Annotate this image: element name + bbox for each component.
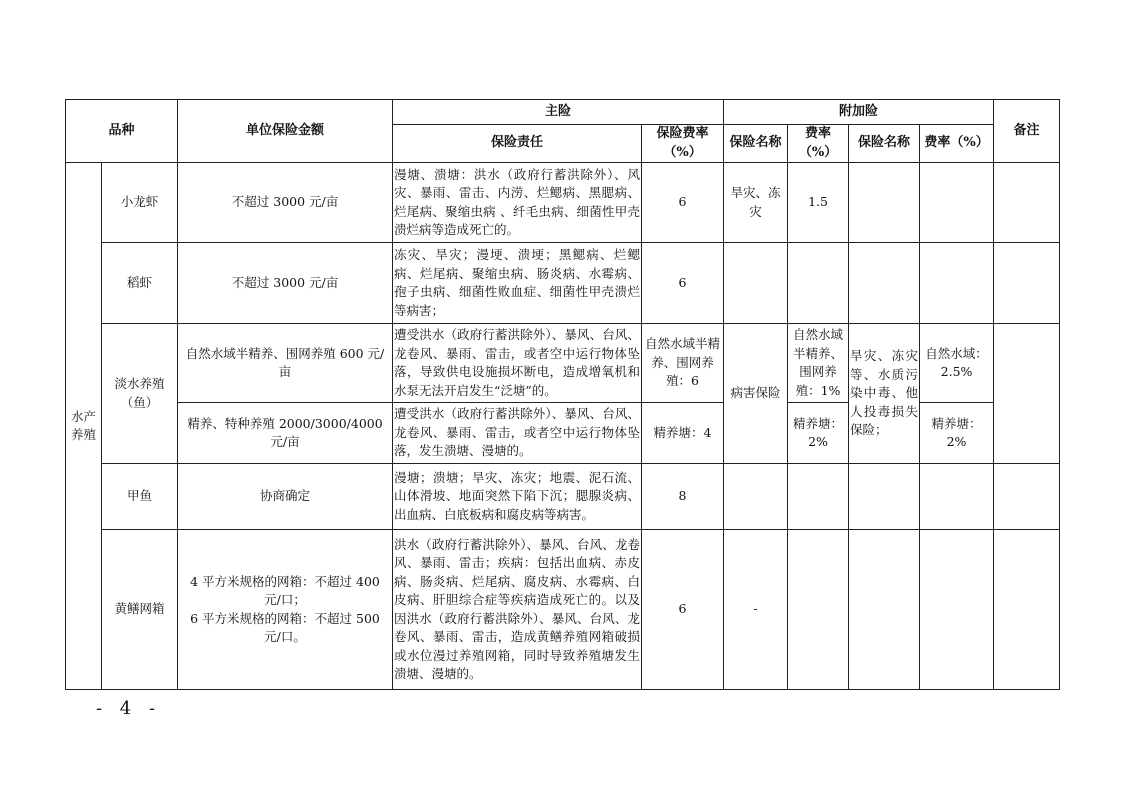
- variety-cell: 黄鳝网箱: [102, 530, 178, 690]
- remarks-cell: [994, 163, 1060, 243]
- additional-rate-2-cell: 精养塘：2%: [920, 403, 994, 464]
- additional-rate-cell: [788, 530, 849, 690]
- table-row: [66, 464, 1060, 530]
- additional-rate-2-cell: [920, 530, 994, 690]
- additional-name-cell: 病害保险: [724, 324, 788, 464]
- additional-name-2-cell: [849, 243, 920, 324]
- amount-cell: 协商确定: [178, 464, 393, 530]
- header-additional-insurance: 附加险: [724, 100, 994, 125]
- additional-name-cell: 旱灾、冻灾: [724, 163, 788, 243]
- additional-name-cell: -: [724, 530, 788, 690]
- premium-rate-cell: 6: [642, 163, 724, 243]
- remarks-cell: [994, 324, 1060, 464]
- additional-rate-cell: [788, 243, 849, 324]
- additional-name-2-cell: [849, 163, 920, 243]
- header-remarks: 备注: [994, 100, 1060, 163]
- coverage-cell: 遭受洪水（政府行蓄洪除外）、暴风、台风、龙卷风、暴雨、雷击，或者空中运行物体坠落，导致供电设施损坏断电，造成增氧机和水泵无法开启发生“泛塘”的。: [393, 324, 642, 403]
- variety-cell: 甲鱼: [102, 464, 178, 530]
- coverage-cell: 漫塘、溃塘：洪水（政府行蓄洪除外）、风灾、暴雨、雷击、内涝、烂鳃病、黑腮病、烂尾病、聚缩虫病 、纤毛虫病、细菌性甲壳溃烂病等造成死亡的。: [393, 163, 642, 243]
- additional-rate-cell: [788, 464, 849, 530]
- table-row: [66, 324, 1060, 403]
- premium-rate-cell: 8: [642, 464, 724, 530]
- additional-rate-2-cell: [920, 243, 994, 324]
- variety-cell: 小龙虾: [102, 163, 178, 243]
- header-premium-rate: 保险费率（%）: [642, 125, 724, 163]
- additional-rate-cell: 1.5: [788, 163, 849, 243]
- premium-rate-cell: 6: [642, 243, 724, 324]
- table-row: [66, 530, 1060, 690]
- additional-rate-2-cell: [920, 464, 994, 530]
- coverage-cell: 洪水（政府行蓄洪除外）、暴风、台风、龙卷风、暴雨、雷击；疾病：包括出血病、赤皮病、肠炎病、烂尾病、腐皮病、水霉病、白皮病、肝胆综合症等疾病造成死亡的。以及因洪水（政府行蓄洪除外）、暴风、台风、龙卷风、暴雨、雷击，造成黄鳝养殖网箱破损或水位漫过养殖网箱，同时导致养殖塘发生溃塘、漫塘的。: [393, 530, 642, 690]
- additional-name-cell: [724, 243, 788, 324]
- header-rate-2: 费率（%）: [920, 125, 994, 163]
- coverage-cell: 遭受洪水（政府行蓄洪除外）、暴风、台风、龙卷风、暴雨、雷击，或者空中运行物体坠落，发生溃塘、漫塘的。: [393, 403, 642, 464]
- header-variety: 品种: [66, 100, 178, 163]
- remarks-cell: [994, 530, 1060, 690]
- amount-cell: [178, 530, 393, 690]
- header-insurance-name-2: 保险名称: [849, 125, 920, 163]
- header-rate: 费率（%）: [788, 125, 849, 163]
- additional-rate-2-cell: 自然水域：2.5%: [920, 324, 994, 403]
- header-coverage: 保险责任: [393, 125, 642, 163]
- additional-name-2-cell: [849, 464, 920, 530]
- remarks-cell: [994, 243, 1060, 324]
- premium-rate-cell: 6: [642, 530, 724, 690]
- amount-cell: 不超过 3000 元/亩: [178, 163, 393, 243]
- amount-line-1: 4 平方米规格的网箱：不超过 400 元/口；: [190, 573, 380, 607]
- header-insurance-name: 保险名称: [724, 125, 788, 163]
- variety-cell: 淡水养殖（鱼）: [102, 324, 178, 464]
- amount-line-2: 6 平方米规格的网箱：不超过 500 元/口。: [190, 610, 380, 644]
- premium-rate-cell: 精养塘：4: [642, 403, 724, 464]
- coverage-cell: 冻灾、旱灾；漫埂、溃埂；黑鳃病、烂鳃病、烂尾病、聚缩虫病、肠炎病、水霉病、孢子虫病、细菌性败血症、细菌性甲壳溃烂等病害；: [393, 243, 642, 324]
- page-number: - 4 -: [96, 698, 162, 719]
- insurance-table: [65, 99, 1060, 690]
- additional-name-2-cell: 旱灾、冻灾等、水质污染中毒、他人投毒损失保险；: [849, 324, 920, 464]
- amount-cell: 精养、特种养殖 2000/3000/4000 元/亩: [178, 403, 393, 464]
- variety-cell: 稻虾: [102, 243, 178, 324]
- header-main-insurance: 主险: [393, 100, 724, 125]
- additional-name-cell: [724, 464, 788, 530]
- amount-cell: 不超过 3000 元/亩: [178, 243, 393, 324]
- table-row: [66, 163, 1060, 243]
- additional-rate-cell: 自然水域半精养、围网养殖：1%: [788, 324, 849, 403]
- amount-cell: 自然水域半精养、围网养殖 600 元/亩: [178, 324, 393, 403]
- remarks-cell: [994, 464, 1060, 530]
- table-row: [66, 243, 1060, 324]
- coverage-cell: 漫塘；溃塘；旱灾、冻灾；地震、泥石流、山体滑坡、地面突然下陷下沉；腮腺炎病、出血病、白底板病和腐皮病等病害。: [393, 464, 642, 530]
- additional-rate-2-cell: [920, 163, 994, 243]
- additional-rate-cell: 精养塘：2%: [788, 403, 849, 464]
- additional-name-2-cell: [849, 530, 920, 690]
- header-unit-amount: 单位保险金额: [178, 100, 393, 163]
- category-cell: 水产养殖: [66, 163, 102, 690]
- premium-rate-cell: 自然水域半精养、围网养殖：6: [642, 324, 724, 403]
